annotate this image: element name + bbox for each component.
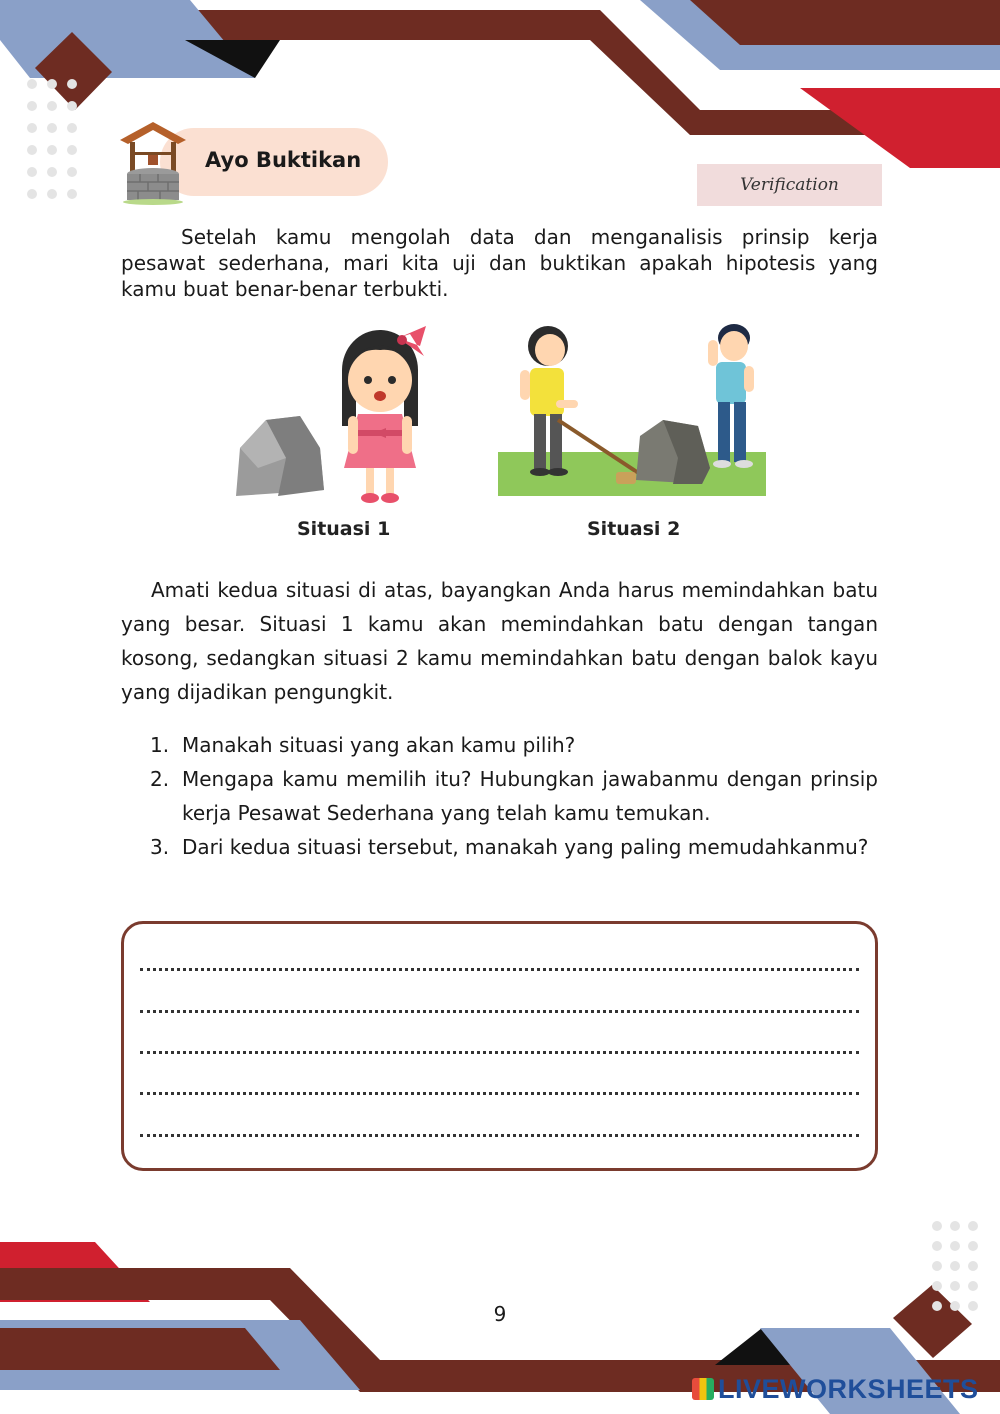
question-text: Manakah situasi yang akan kamu pilih? (182, 733, 576, 757)
section-title: Ayo Buktikan (205, 148, 362, 172)
verification-badge: Verification (697, 164, 882, 206)
answer-box[interactable] (121, 921, 878, 1171)
answer-line[interactable] (140, 1092, 859, 1095)
page-number: 9 (493, 1302, 507, 1326)
situation-1-illustration (228, 318, 438, 510)
question-number: 2. (150, 767, 170, 791)
boy-icon (708, 324, 754, 468)
liveworksheets-logo-icon (692, 1378, 714, 1400)
answer-line[interactable] (140, 1134, 859, 1137)
intro-paragraph: Setelah kamu mengolah data dan menganalisis prinsip kerja pesawat sederhana, mari kita uji dan buktikan apakah hipotesis yang kamu buat benar-benar terbukti. (121, 225, 878, 301)
question-item (150, 762, 878, 830)
question-text: Mengapa kamu memilih itu? Hubungkan jawabanmu dengan prinsip kerja Pesawat Sederhana yang telah kamu temukan. (182, 767, 878, 825)
liveworksheets-watermark: LIVEWORKSHEETS (692, 1374, 979, 1405)
question-list (150, 728, 878, 864)
answer-line[interactable] (140, 1051, 859, 1054)
answer-line[interactable] (140, 1010, 859, 1013)
question-item (150, 728, 878, 762)
figure-caption: Situasi 2 (587, 518, 681, 540)
fulcrum-icon (616, 472, 636, 484)
question-number: 3. (150, 835, 170, 859)
question-number: 1. (150, 733, 170, 757)
rock-icon (636, 420, 710, 484)
answer-line[interactable] (140, 968, 859, 971)
figure-caption: Situasi 1 (297, 518, 391, 540)
rock-icon (236, 416, 324, 496)
girl-icon (342, 326, 426, 503)
situation-2-illustration (498, 318, 766, 500)
wishing-well-icon (118, 118, 188, 206)
instruction-paragraph: Amati kedua situasi di atas, bayangkan Anda harus memindahkan batu yang besar. Situasi 1 kamu akan memindahkan batu dengan tangan kosong, sedangkan situasi 2 kamu memindahkan batu dengan balok kayu yang dijadikan pengungkit. (121, 578, 878, 704)
question-text: Dari kedua situasi tersebut, manakah yang paling memudahkanmu? (182, 835, 869, 859)
question-item (150, 830, 878, 864)
